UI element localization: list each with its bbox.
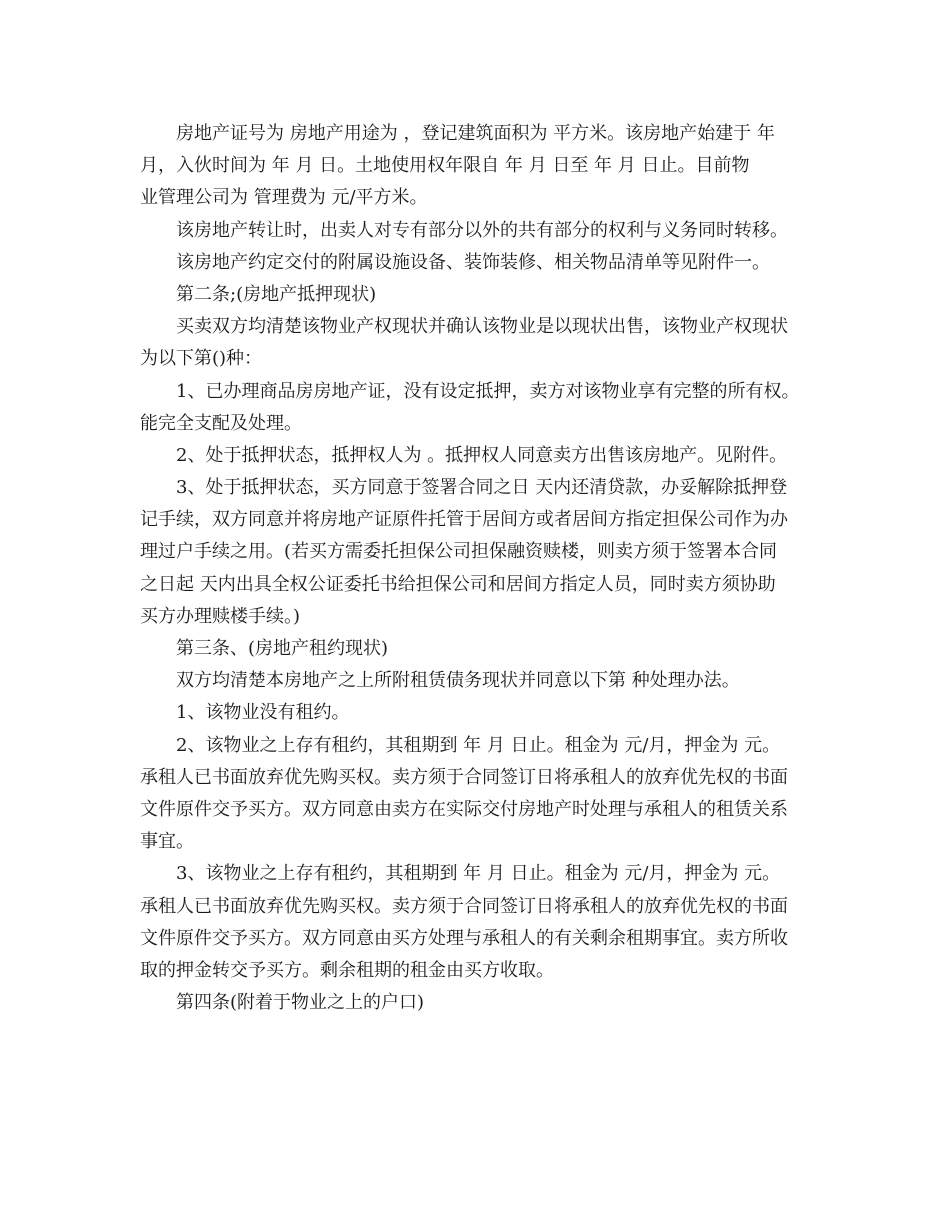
document-line: 2、该物业之上存有租约，其租期到 年 月 日止。租金为 元/月，押金为 元。 bbox=[176, 734, 781, 756]
document-line: 能完全支配及处理。 bbox=[140, 412, 302, 434]
document-line: 双方均清楚本房地产之上所附租赁债务现状并同意以下第 种处理办法。 bbox=[176, 670, 740, 692]
document-line: 1、该物业没有租约。 bbox=[176, 702, 350, 724]
document-line: 理过户手续之用。(若买方需委托担保公司担保融资赎楼，则卖方须于签署本合同 bbox=[140, 541, 778, 563]
document-line: 该房地产约定交付的附属设施设备、装饰装修、相关物品清单等见附件一。 bbox=[176, 251, 770, 273]
document-line: 为以下第()种： bbox=[140, 348, 263, 370]
document-line: 3、处于抵押状态，买方同意于签署合同之日 天内还清贷款，办妥解除抵押登 bbox=[176, 477, 788, 499]
document-line: 第四条(附着于物业之上的户口) bbox=[176, 992, 425, 1014]
document-line: 文件原件交予买方。双方同意由买方处理与承租人的有关剩余租期事宜。卖方所收 bbox=[140, 927, 788, 949]
document-line: 业管理公司为 管理费为 元/平方米。 bbox=[140, 187, 428, 209]
document-line: 月，入伙时间为 年 月 日。土地使用权年限自 年 月 日至 年 月 日止。目前物 bbox=[140, 155, 750, 177]
document-line: 之日起 天内出具全权公证委托书给担保公司和居间方指定人员，同时卖方须协助 bbox=[140, 573, 776, 595]
document-line: 承租人已书面放弃优先购买权。卖方须于合同签订日将承租人的放弃优先权的书面 bbox=[140, 766, 788, 788]
document-line: 文件原件交予买方。双方同意由卖方在实际交付房地产时处理与承租人的租赁关系 bbox=[140, 798, 788, 820]
document-line: 3、该物业之上存有租约，其租期到 年 月 日止。租金为 元/月，押金为 元。 bbox=[176, 863, 781, 885]
document-line: 承租人已书面放弃优先购买权。卖方须于合同签订日将承租人的放弃优先权的书面 bbox=[140, 895, 788, 917]
document-line: 1、已办理商品房房地产证，没有设定抵押，卖方对该物业享有完整的所有权。 bbox=[176, 380, 800, 402]
document-line: 第三条、(房地产租约现状) bbox=[176, 638, 389, 659]
document-line: 该房地产转让时，出卖人对专有部分以外的共有部分的权利与义务同时转移。 bbox=[176, 219, 788, 241]
document-line: 第二条;(房地产抵押现状) bbox=[176, 283, 377, 305]
document-line: 取的押金转交予买方。剩余租期的租金由买方收取。 bbox=[140, 959, 554, 981]
document-line: 买卖双方均清楚该物业产权现状并确认该物业是以现状出售，该物业产权现状 bbox=[176, 316, 788, 338]
document-line: 2、处于抵押状态，抵押权人为 。抵押权人同意卖方出售该房地产。见附件。 bbox=[176, 444, 788, 466]
document-line: 记手续，双方同意并将房地产证原件托管于居间方或者居间方指定担保公司作为办 bbox=[140, 509, 788, 531]
document-line: 房地产证号为 房地产用途为 ，登记建筑面积为 平方米。该房地产始建于 年 bbox=[176, 123, 775, 144]
document-page bbox=[140, 118, 830, 1019]
document-line: 买方办理赎楼手续。) bbox=[140, 605, 301, 627]
document-line: 事宜。 bbox=[140, 831, 194, 853]
